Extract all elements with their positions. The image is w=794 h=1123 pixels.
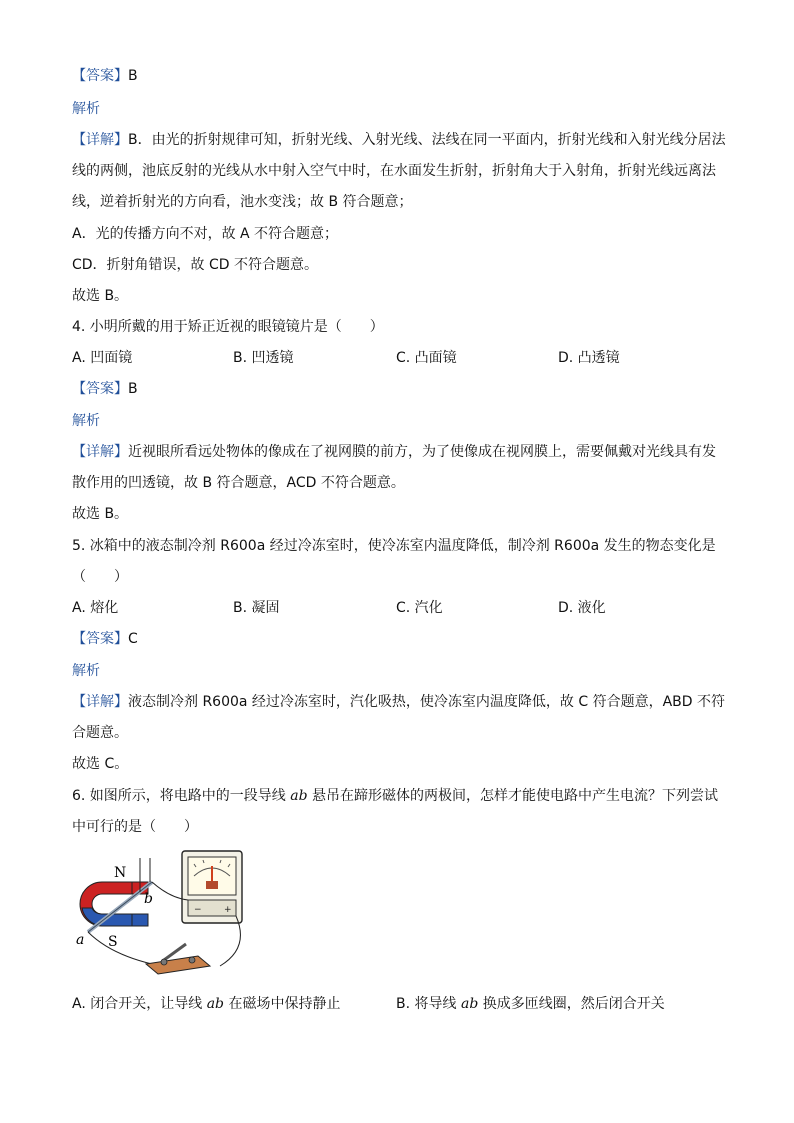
q6-option-a bbox=[72, 994, 340, 1014]
q5-analysis-heading: 解析 bbox=[72, 663, 100, 679]
q3-note-cd: CD．折射角错误，故 CD 不符合题意。 bbox=[72, 257, 319, 273]
q4-stem: 4. 小明所戴的用于矫正近视的眼镜镜片是（ ） bbox=[72, 319, 384, 335]
horseshoe-magnet bbox=[80, 882, 148, 926]
q4-answer: B bbox=[128, 381, 138, 397]
q3-detail-line-1 bbox=[72, 130, 726, 150]
q4-detail-text-1: 近视眼所看远处物体的像成在了视网膜的前方，为了使像成在视网膜上，需要佩戴对光线具有发 bbox=[128, 444, 716, 460]
q3-detail-line-2: 线的两侧，池底反射的光线从水中射入空气中时，在水面发生折射，折射角大于入射角，折射光线远离法 bbox=[72, 163, 716, 179]
q6-option-b bbox=[396, 994, 665, 1014]
q6-option-a-var: ab bbox=[206, 996, 224, 1012]
label-s: S bbox=[108, 934, 118, 950]
q6-stem-text-1a: 6. 如图所示，将电路中的一段导线 bbox=[72, 788, 291, 804]
q4-answer-line bbox=[72, 379, 138, 399]
q4-conclusion: 故选 B。 bbox=[72, 506, 129, 522]
q5-option-b: B. 凝固 bbox=[233, 600, 280, 616]
q5-answer: C bbox=[128, 631, 138, 647]
q5-option-a: A. 熔化 bbox=[72, 600, 119, 616]
q5-option-d: D. 液化 bbox=[558, 600, 606, 616]
q6-stem-line-1 bbox=[72, 786, 718, 806]
svg-text:+: + bbox=[224, 905, 232, 915]
q6-stem-text-1b: 悬吊在蹄形磁体的两极间，怎样才能使电路中产生电流？下列尝试 bbox=[307, 788, 719, 804]
q5-detail-line-1 bbox=[72, 692, 725, 712]
q4-detail-line-1 bbox=[72, 442, 716, 462]
q5-stem-line-2: （ ） bbox=[72, 569, 128, 585]
q5-stem-line-1: 5. 冰箱中的液态制冷剂 R600a 经过冷冻室时，使冷冻室内温度降低，制冷剂 R600a 发生的物态变化是 bbox=[72, 538, 716, 554]
switch bbox=[146, 944, 210, 974]
q6-option-b-pre: B. 将导线 bbox=[396, 996, 461, 1012]
q6-option-a-post: 在磁场中保持静止 bbox=[224, 996, 341, 1012]
q4-option-c: C. 凸面镜 bbox=[396, 350, 457, 366]
q6-option-b-post: 换成多匝线圈，然后闭合开关 bbox=[478, 996, 665, 1012]
q5-conclusion: 故选 C。 bbox=[72, 756, 129, 772]
label-b: b bbox=[144, 891, 153, 907]
q3-note-a: A．光的传播方向不对，故 A 不符合题意； bbox=[72, 226, 339, 242]
q3-analysis-heading: 解析 bbox=[72, 101, 100, 117]
q3-answer: B bbox=[128, 68, 138, 84]
q4-analysis-heading: 解析 bbox=[72, 413, 100, 429]
q6-option-a-pre: A. 闭合开关，让导线 bbox=[72, 996, 207, 1012]
q4-option-b: B. 凹透镜 bbox=[233, 350, 294, 366]
q6-stem-line-2: 中可行的是（ ） bbox=[72, 819, 198, 835]
q3-answer-line bbox=[72, 66, 138, 86]
svg-text:−: − bbox=[194, 905, 202, 915]
q3-detail-line-3: 线，逆着折射光的方向看，池水变浅；故 B 符合题意； bbox=[72, 194, 413, 210]
q6-option-b-var: ab bbox=[460, 996, 479, 1012]
q6-var-ab: ab bbox=[290, 788, 308, 804]
detail-tag: 【详解】 bbox=[72, 694, 128, 710]
detail-tag: 【详解】 bbox=[72, 132, 128, 148]
label-n: N bbox=[114, 865, 127, 881]
answer-tag: 【答案】 bbox=[72, 631, 128, 647]
detail-tag: 【详解】 bbox=[72, 444, 128, 460]
answer-tag: 【答案】 bbox=[72, 381, 128, 397]
q4-detail-line-2: 散作用的凹透镜，故 B 符合题意，ACD 不符合题意。 bbox=[72, 475, 405, 491]
answer-tag: 【答案】 bbox=[72, 68, 128, 84]
q3-detail-text-1: B．由光的折射规律可知，折射光线、入射光线、法线在同一平面内，折射光线和入射光线分居法 bbox=[128, 132, 726, 148]
q5-detail-line-2: 合题意。 bbox=[72, 725, 128, 741]
q5-answer-line bbox=[72, 629, 138, 649]
q4-option-d: D. 凸透镜 bbox=[558, 350, 620, 366]
q5-detail-text-1: 液态制冷剂 R600a 经过冷冻室时，汽化吸热，使冷冻室内温度降低，故 C 符合题意，ABD 不符 bbox=[128, 694, 726, 710]
circuit-figure bbox=[70, 848, 250, 976]
galvanometer bbox=[182, 851, 242, 923]
q3-conclusion: 故选 B。 bbox=[72, 288, 129, 304]
q5-option-c: C. 汽化 bbox=[396, 600, 443, 616]
q4-option-a: A. 凹面镜 bbox=[72, 350, 133, 366]
label-a: a bbox=[76, 932, 85, 948]
